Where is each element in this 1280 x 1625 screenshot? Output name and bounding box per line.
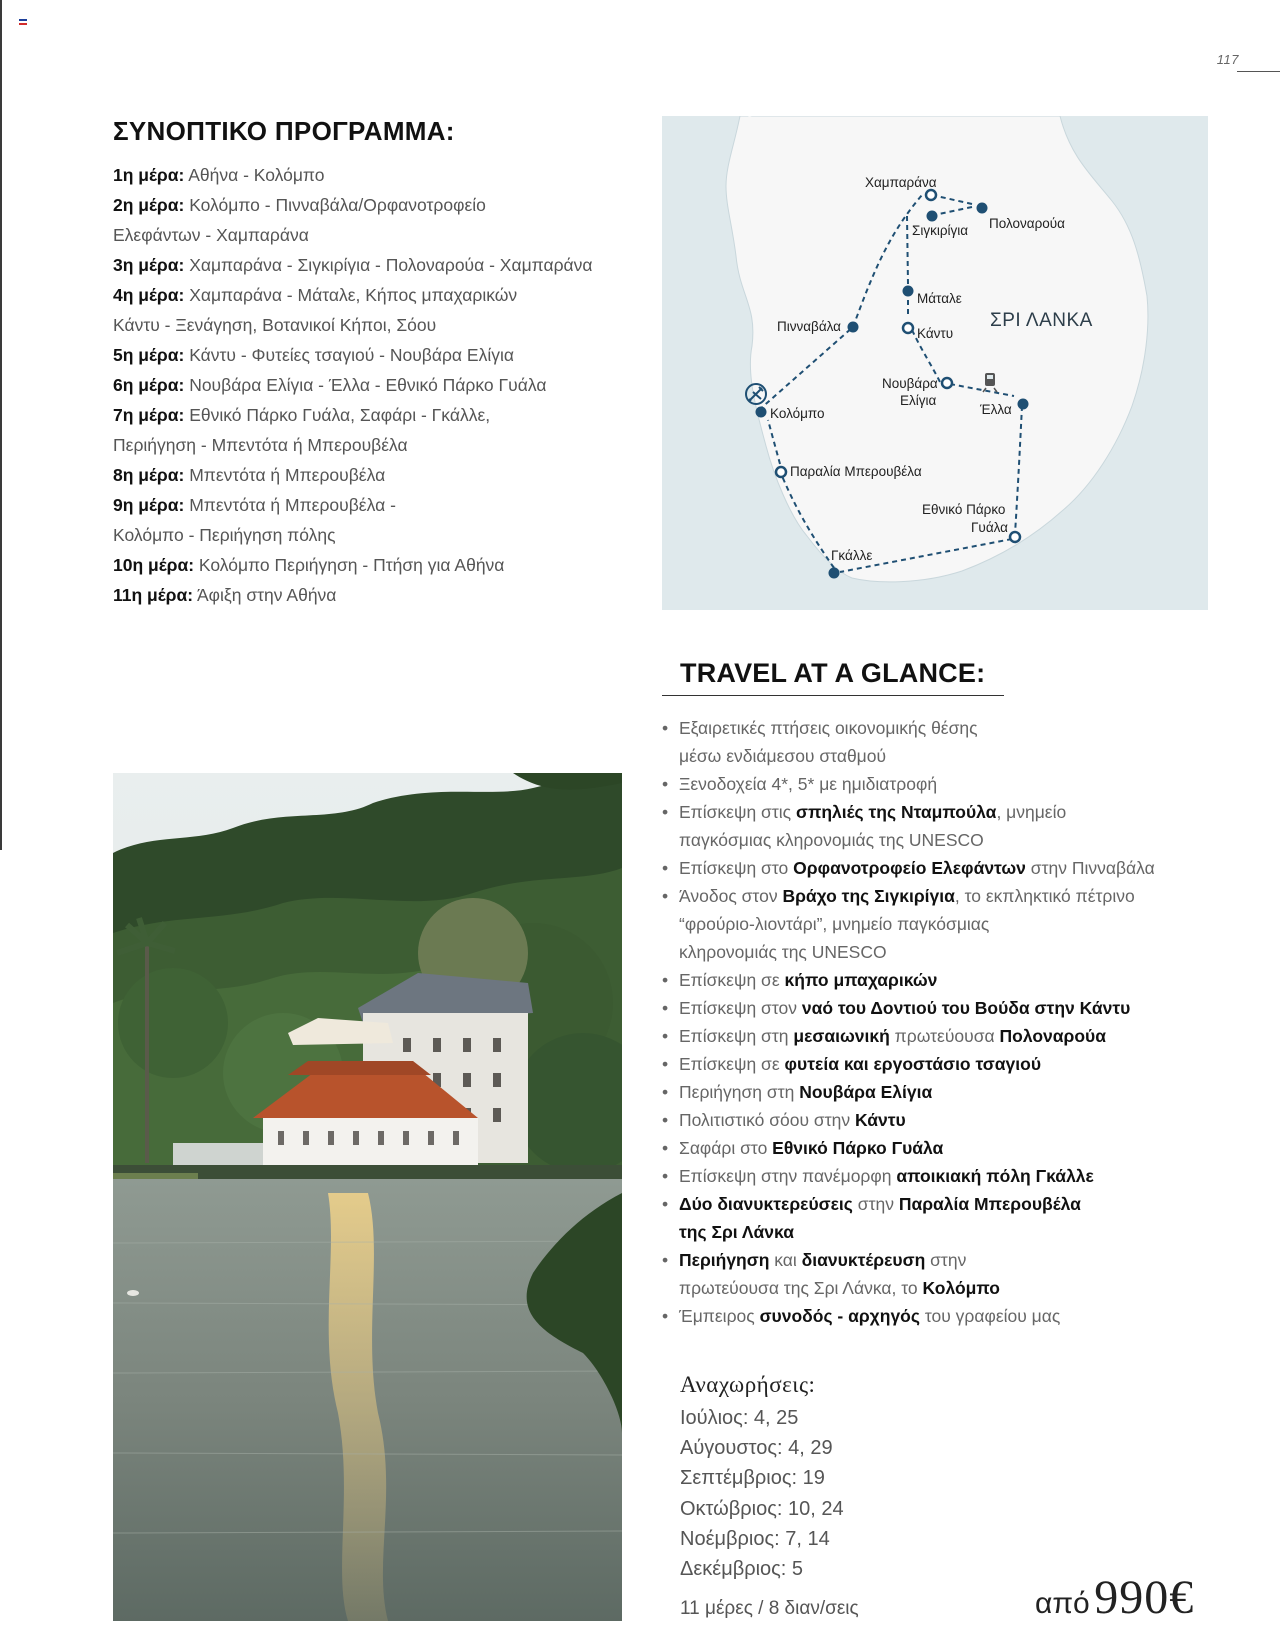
program-line <box>113 430 633 460</box>
departures-list <box>680 1403 844 1584</box>
glance-text: Επίσκεψη στο <box>679 858 794 878</box>
label-ella: Έλλα <box>980 402 1012 417</box>
glance-text: Δύο διανυκτερεύσεις <box>679 1194 853 1214</box>
label-nuwara-1: Νουβάρα <box>882 376 938 391</box>
program-day-label: 2η μέρα: <box>113 195 185 215</box>
glance-text: Άνοδος στον <box>679 886 783 906</box>
program-line <box>113 460 633 490</box>
glance-text: Επίσκεψη στις <box>679 802 796 822</box>
departure-date: Οκτώβριος: 10, 24 <box>680 1497 844 1520</box>
program-day-text: Μπεντότα ή Μπερουβέλα <box>189 465 386 485</box>
flag-icon <box>19 19 27 25</box>
program-day-text: Ελεφάντων - Χαμπαράνα <box>113 225 309 245</box>
glance-item <box>662 1162 1222 1190</box>
glance-text: Παραλία Μπερουβέλα <box>898 1194 1081 1214</box>
glance-text: μεσαιωνική <box>793 1026 890 1046</box>
program-line <box>113 190 633 220</box>
trip-duration: 11 μέρες / 8 διαν/σεις <box>680 1598 859 1619</box>
label-galle: Γκάλλε <box>831 548 873 563</box>
glance-list <box>662 714 1222 1330</box>
glance-text: Έμπειρος <box>679 1306 760 1326</box>
glance-text: Σαφάρι στο <box>679 1138 773 1158</box>
program-line <box>113 160 633 190</box>
program-line <box>113 310 633 340</box>
glance-text: Εθνικό Πάρκο Γυάλα <box>772 1138 944 1158</box>
glance-text: πρωτεύουσα <box>889 1026 1000 1046</box>
glance-item <box>662 770 1222 798</box>
program-day-label: 7η μέρα: <box>113 405 185 425</box>
label-habarana: Χαμπαράνα <box>865 175 937 190</box>
label-sigiriya: Σιγκιρίγια <box>912 223 969 238</box>
glance-text: Εξαιρετικές πτήσεις οικονομικής θέσης <box>679 718 978 738</box>
program-day-label: 11η μέρα: <box>113 585 194 605</box>
program-day-text: Χαμπαράνα - Σιγκιρίγια - Πολοναρούα - Χαμπαράνα <box>189 255 593 275</box>
glance-text: Κάντυ <box>854 1110 906 1130</box>
glance-title: TRAVEL AT A GLANCE: <box>680 658 986 688</box>
glance-text: Περιήγηση στη <box>679 1082 800 1102</box>
program-line <box>113 280 633 310</box>
price-amount: 990€ <box>1094 1571 1195 1624</box>
program-line <box>113 340 633 370</box>
glance-text: Επίσκεψη στον <box>679 998 802 1018</box>
label-yala-2: Γυάλα <box>971 520 1008 535</box>
program-day-label: 6η μέρα: <box>113 375 185 395</box>
glance-text: της Σρι Λάνκα <box>679 1222 794 1242</box>
program-day-label: 1η μέρα: <box>113 165 185 185</box>
glance-text: Ορφανοτροφείο Ελεφάντων <box>793 858 1026 878</box>
label-beruwala: Παραλία Μπερουβέλα <box>790 464 922 479</box>
program-line <box>113 220 633 250</box>
program-day-label: 5η μέρα: <box>113 345 185 365</box>
departure-date: Σεπτέμβριος: 19 <box>680 1467 825 1490</box>
program-day-label: 9η μέρα: <box>113 495 185 515</box>
glance-text: αποικιακή πόλη Γκάλλε <box>896 1166 1094 1186</box>
program-day-text: Μπεντότα ή Μπερουβέλα - <box>189 495 396 515</box>
program-line <box>113 370 633 400</box>
glance-text: Πολιτιστικό σόου στην <box>679 1110 855 1130</box>
program-line <box>113 520 633 550</box>
glance-text: συνοδός - αρχηγός <box>759 1306 920 1326</box>
price-block <box>1035 1570 1194 1625</box>
label-pinnawala: Πινναβάλα <box>777 319 841 334</box>
glance-item <box>662 1050 1222 1078</box>
glance-item <box>662 1022 1222 1050</box>
glance-text: Βράχο της Σιγκιρίγια <box>782 886 955 906</box>
glance-text: Νουβάρα Ελίγια <box>799 1082 933 1102</box>
glance-text: στην <box>852 1194 899 1214</box>
program-line <box>113 400 633 430</box>
label-colombo: Κολόμπο <box>770 406 825 421</box>
program-day-text: Εθνικό Πάρκο Γυάλα, Σαφάρι - Γκάλλε, <box>189 405 491 425</box>
program-day-text: Κάντυ - Ξενάγηση, Βοτανικοί Κήποι, Σόου <box>113 315 437 335</box>
label-kandy: Κάντυ <box>917 326 954 341</box>
program-line <box>113 550 633 580</box>
glance-text: φυτεία και εργοστάσιο τσαγιού <box>784 1054 1042 1074</box>
program-day-text: Κάντυ - Φυτείες τσαγιού - Νουβάρα Ελίγια <box>189 345 514 365</box>
glance-text: κληρονομιάς της UNESCO <box>679 942 887 962</box>
glance-text: Περιήγηση <box>679 1250 770 1270</box>
label-polonnaruwa: Πολοναρούα <box>989 216 1065 231</box>
page-number-rule <box>1237 71 1280 72</box>
program-day-text: Χαμπαράνα - Μάταλε, Κήπος μπαχαρικών <box>189 285 518 305</box>
glance-text: Κολόμπο <box>922 1278 1000 1298</box>
glance-item <box>662 1106 1222 1134</box>
glance-rule <box>662 695 1004 696</box>
glance-text: μέσω ενδιάμεσου σταθμού <box>679 746 887 766</box>
glance-text: Επίσκεψη σε <box>679 970 785 990</box>
label-nuwara-2: Ελίγια <box>900 393 937 408</box>
kandy-temple-photo <box>113 773 622 1621</box>
program-line <box>113 250 633 280</box>
glance-text: , μνημείο <box>996 802 1067 822</box>
glance-text: Ξενοδοχεία 4*, 5* με ημιδιατροφή <box>679 774 938 794</box>
departure-date: Δεκέμβριος: 5 <box>680 1558 804 1581</box>
program-title: ΣΥΝΟΠΤΙΚΟ ΠΡΟΓΡΑΜΜΑ: <box>113 116 455 146</box>
program-day-label: 3η μέρα: <box>113 255 185 275</box>
glance-item <box>662 1078 1222 1106</box>
glance-item <box>662 882 1222 966</box>
program-line <box>113 490 633 520</box>
program-day-text: Κολόμπο Περιήγηση - Πτήση για Αθήνα <box>198 555 505 575</box>
glance-text: παγκόσμιας κληρονομιάς της UNESCO <box>679 830 984 850</box>
program-day-text: Κολόμπο - Περιήγηση πόλης <box>113 525 336 545</box>
price-from: από <box>1035 1587 1090 1620</box>
glance-text: στην <box>925 1250 967 1270</box>
program-day-label: 4η μέρα: <box>113 285 185 305</box>
glance-text: κήπο μπαχαρικών <box>784 970 938 990</box>
program-day-label: 10η μέρα: <box>113 555 195 575</box>
route-map <box>662 116 1208 610</box>
glance-item <box>662 1190 1222 1246</box>
glance-text: του γραφείου μας <box>919 1306 1061 1326</box>
glance-text: σπηλιές της Νταμπούλα <box>795 802 997 822</box>
glance-item <box>662 798 1222 854</box>
glance-text: διανυκτέρευση <box>801 1250 926 1270</box>
departure-date: Αύγουστος: 4, 29 <box>680 1437 833 1460</box>
program-day-text: Νουβάρα Ελίγια - Έλλα - Εθνικό Πάρκο Γυάλα <box>189 375 547 395</box>
glance-item <box>662 854 1222 882</box>
glance-text: πρωτεύουσα της Σρι Λάνκα, το <box>679 1278 923 1298</box>
program-line <box>113 580 633 610</box>
program-day-text: Περιήγηση - Μπεντότα ή Μπερουβέλα <box>113 435 408 455</box>
program-day-text: Άφιξη στην Αθήνα <box>196 585 337 605</box>
glance-item <box>662 1246 1222 1302</box>
program-day-label: 8η μέρα: <box>113 465 185 485</box>
glance-text: στην Πινναβάλα <box>1025 858 1155 878</box>
glance-text: Πολοναρούα <box>999 1026 1106 1046</box>
page-number: 117 <box>1216 52 1239 67</box>
label-yala-1: Εθνικό Πάρκο <box>922 502 1006 517</box>
glance-text: Επίσκεψη στη <box>679 1026 794 1046</box>
departures-title: Αναχωρήσεις: <box>680 1372 816 1397</box>
program-day-text: Αθήνα - Κολόμπο <box>188 165 325 185</box>
glance-item <box>662 1302 1222 1330</box>
glance-item <box>662 994 1222 1022</box>
glance-item <box>662 966 1222 994</box>
glance-text: ναό του Δοντιού του Βούδα στην Κάντυ <box>801 998 1131 1018</box>
glance-item <box>662 1134 1222 1162</box>
program-list <box>113 160 633 610</box>
page-edge-line <box>0 0 2 850</box>
glance-text: και <box>769 1250 802 1270</box>
country-label: ΣΡΙ ΛΑΝΚΑ <box>990 310 1093 331</box>
departure-date: Νοέμβριος: 7, 14 <box>680 1527 830 1550</box>
glance-text: Επίσκεψη στην πανέμορφη <box>679 1166 897 1186</box>
label-matale: Μάταλε <box>917 291 962 306</box>
glance-text: , το εκπληκτικό πέτρινο <box>954 886 1135 906</box>
glance-text: “φρούριο-λιοντάρι”, μνημείο παγκόσμιας <box>679 914 990 934</box>
glance-item <box>662 714 1222 770</box>
glance-text: Επίσκεψη σε <box>679 1054 785 1074</box>
departure-date: Ιούλιος: 4, 25 <box>680 1407 799 1429</box>
program-day-text: Κολόμπο - Πινναβάλα/Ορφανοτροφείο <box>189 195 486 215</box>
